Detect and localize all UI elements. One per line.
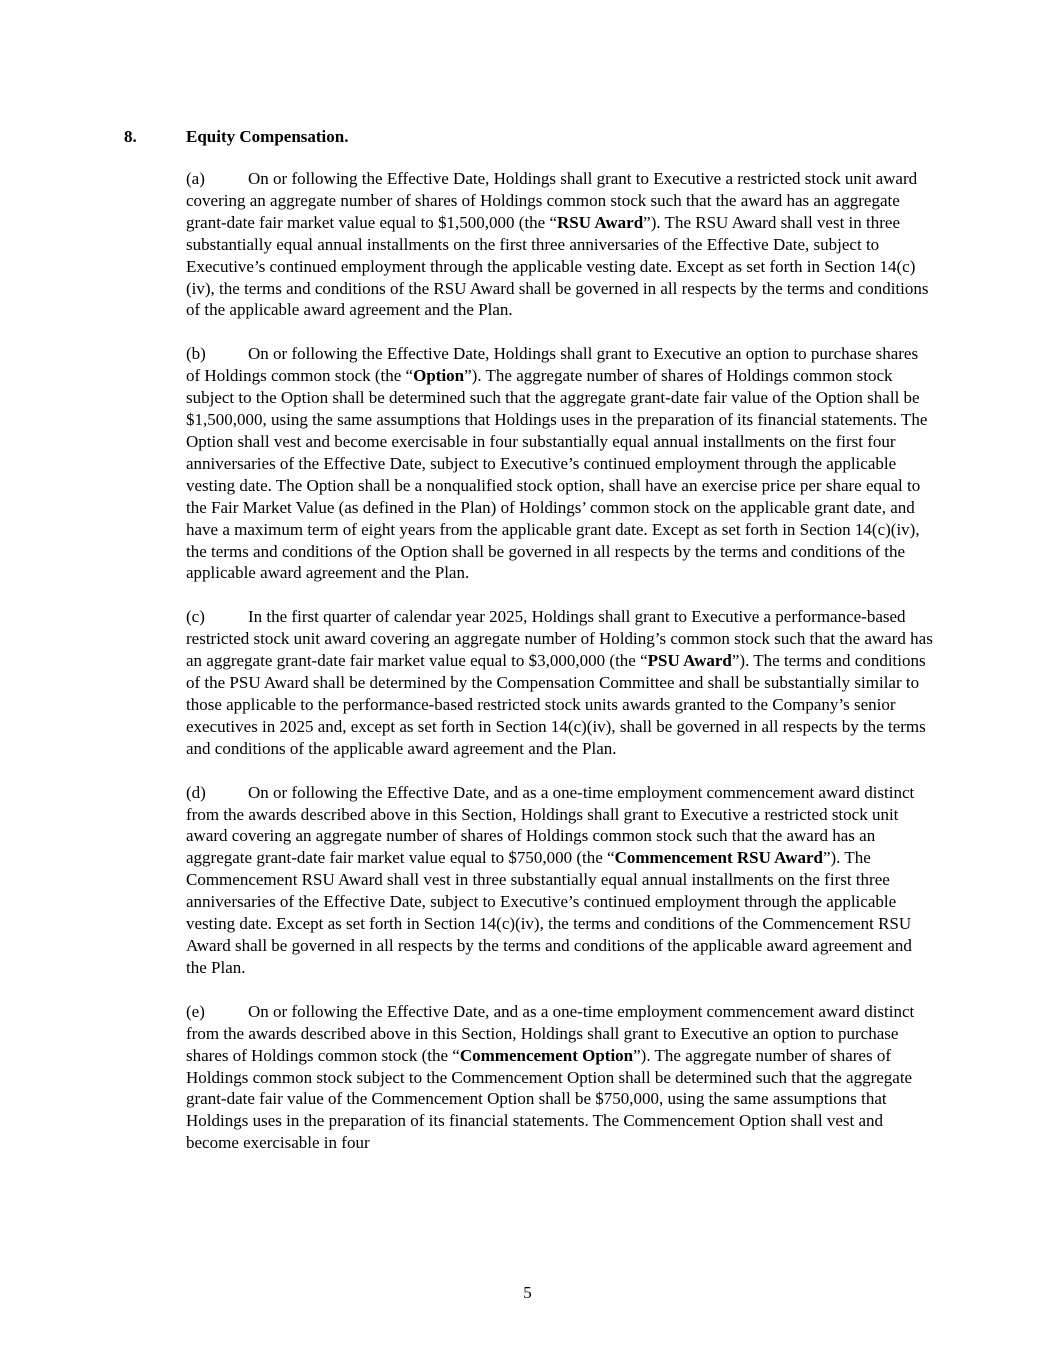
- paragraph-label: (c): [186, 607, 205, 627]
- section-body: [186, 168, 934, 1176]
- defined-term: Option: [413, 366, 465, 386]
- paragraph-e: [186, 1001, 934, 1154]
- paragraph-label: (e): [186, 1001, 205, 1021]
- paragraph-label: (a): [186, 169, 205, 188]
- page-number: 5: [523, 1283, 532, 1302]
- paragraph-text: In the first quarter of calendar year 2025, Holdings shall grant to Executive a performance-based restricted stock unit award covering an aggregate number of Holding’s common stock such that the award has an aggregate grant-date fair market value equal to $3,000,000 (the “: [186, 607, 933, 671]
- defined-term: RSU Award: [557, 212, 644, 232]
- paragraph-text: ”). The aggregate number of shares of Holdings common stock subject to the Commencement Option shall be determined such that the aggregate grant-date fair value of the Commencement Option shall be $750,000, using the same assumptions that Holdings uses in the preparation of its financial statements. The Commencement Option shall vest and become exercisable in four: [186, 1045, 913, 1153]
- paragraph-text: ”). The RSU Award shall vest in three substantially equal annual installments on the first three anniversaries of the Effective Date, subject to Executive’s continued employment through the applicable vesting date. Except as set forth in Section 14(c)(iv), the terms and conditions of the RSU Award shall be governed in all respects by the terms and conditions of the applicable award agreement and the Plan.: [186, 212, 929, 320]
- section-title: Equity Compensation.: [186, 127, 349, 146]
- section-number: 8.: [124, 127, 137, 146]
- paragraph-label: (b): [186, 344, 206, 364]
- defined-term: Commencement Option: [459, 1045, 634, 1065]
- paragraph-text: On or following the Effective Date, Holdings shall grant to Executive an option to purchase shares of Holdings common stock (the “: [186, 344, 919, 386]
- paragraph-text: On or following the Effective Date, and as a one-time employment commencement award distinct from the awards described above in this Section, Holdings shall grant to Executive a restricted stock unit award covering an aggregate number of shares of Holdings common stock such that the award has an aggregate grant-date fair market value equal to $750,000 (the “: [186, 782, 915, 868]
- paragraph-label: (d): [186, 782, 206, 802]
- defined-term: PSU Award: [647, 651, 732, 671]
- paragraph-text: ”). The terms and conditions of the PSU Award shall be determined by the Compensation Committee and shall be substantially similar to those applicable to the performance-based restricted stock units awards granted to the Company’s senior executives in 2025 and, except as set forth in Section 14(c)(iv), shall be governed in all respects by the terms and conditions of the applicable award agreement and the Plan.: [186, 651, 926, 758]
- paragraph-c: [186, 606, 934, 759]
- paragraph-b: [186, 343, 934, 584]
- defined-term: Commencement RSU Award: [614, 848, 823, 868]
- paragraph-a: [186, 168, 934, 321]
- section-heading: [124, 126, 348, 148]
- paragraph-d: [186, 782, 934, 979]
- paragraph-text: On or following the Effective Date, and as a one-time employment commencement award distinct from the awards described above in this Section, Holdings shall grant to Executive an option to purchase shares of Holdings common stock (the “: [186, 1001, 915, 1065]
- paragraph-text: ”). The Commencement RSU Award shall vest in three substantially equal annual installments on the first three anniversaries of the Effective Date, subject to Executive’s continued employment through the applicable vesting date. Except as set forth in Section 14(c)(iv), the terms and conditions of the Commencement RSU Award shall be governed in all respects by the terms and conditions of the applicable award agreement and the Plan.: [186, 848, 912, 977]
- paragraph-text: On or following the Effective Date, Holdings shall grant to Executive a restricted stock unit award covering an aggregate number of shares of Holdings common stock such that the award has an aggregate grant-date fair market value equal to $1,500,000 (the “: [186, 169, 918, 232]
- paragraph-text: ”). The aggregate number of shares of Holdings common stock subject to the Option shall be determined such that the aggregate grant-date fair value of the Option shall be $1,500,000, using the same assumptions that Holdings uses in the preparation of its financial statements. The Option shall vest and become exercisable in four substantially equal annual installments on the first four anniversaries of the Effective Date, subject to Executive’s continued employment through the applicable vesting date. The Option shall be a nonqualified stock option, shall have an exercise price per share equal to the Fair Market Value (as defined in the Plan) of Holdings’ common stock on the applicable grant date, and have a maximum term of eight years from the applicable grant date. Except as set forth in Section 14(c)(iv), the terms and conditions of the Option shall be governed in all respects by the terms and conditions of the applicable award agreement and the Plan.: [186, 366, 928, 583]
